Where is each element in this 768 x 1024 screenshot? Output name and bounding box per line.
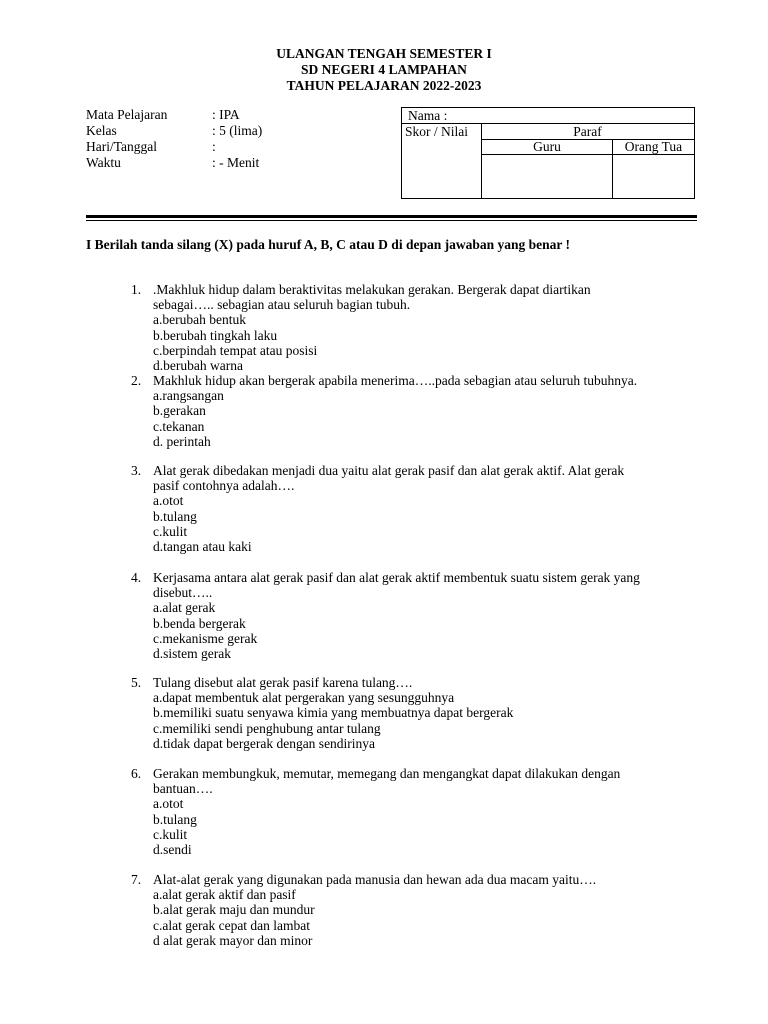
score-label: Skor / Nilai: [405, 124, 468, 139]
answer-option: b.benda bergerak: [153, 615, 246, 631]
info-value: :: [212, 139, 216, 154]
question-text: sebagai….. sebagian atau seluruh bagian tubuh.: [153, 297, 411, 313]
question-number: 3.: [131, 463, 142, 478]
question-number: 2.: [131, 373, 142, 388]
answer-option: a.alat gerak aktif dan pasif: [153, 887, 296, 903]
question-text: Tulang disebut alat gerak pasif karena tulang….: [153, 675, 413, 690]
answer-option: d.tangan atau kaki: [153, 539, 252, 555]
question-body: [153, 872, 703, 948]
question-number: 5.: [131, 675, 142, 690]
answer-option: a.dapat membentuk alat pergerakan yang sesungguhnya: [153, 690, 455, 706]
question-body: [153, 373, 703, 449]
answer-option: b.gerakan: [153, 403, 206, 419]
instruction: I Berilah tanda silang (X) pada huruf A, B, C atau D di depan jawaban yang benar !: [86, 237, 570, 252]
answer-option: a.berubah bentuk: [153, 312, 246, 328]
answer-option: a.rangsangan: [153, 388, 224, 404]
info-label: Kelas: [86, 123, 117, 138]
info-label: Waktu: [86, 155, 121, 170]
teacher-label: Guru: [533, 139, 561, 154]
answer-option: a.otot: [153, 796, 184, 812]
answer-option: d.sistem gerak: [153, 646, 231, 662]
answer-option: d.tidak dapat bergerak dengan sendirinya: [153, 735, 376, 751]
question-text: Kerjasama antara alat gerak pasif dan alat gerak aktif membentuk suatu sistem gerak yang: [153, 570, 640, 585]
exam-title: ULANGAN TENGAH SEMESTER I: [276, 46, 492, 61]
question-body: [153, 570, 703, 661]
divider: [481, 154, 694, 155]
question-text: Makhluk hidup akan bergerak apabila menerima…..pada sebagian atau seluruh tubuhnya.: [153, 373, 638, 388]
answer-option: b.tulang: [153, 811, 197, 827]
question-number: 6.: [131, 766, 142, 781]
answer-option: c.alat gerak cepat dan lambat: [153, 917, 311, 933]
answer-option: c.kulit: [153, 826, 188, 842]
answer-option: b.berubah tingkah laku: [153, 327, 278, 343]
score-box: [401, 107, 695, 199]
school-name: SD NEGERI 4 LAMPAHAN: [301, 62, 467, 77]
academic-year: TAHUN PELAJARAN 2022-2023: [286, 78, 482, 93]
question-text: pasif contohnya adalah….: [153, 478, 295, 494]
question-body: [153, 675, 703, 751]
question-text: disebut…..: [153, 585, 213, 601]
answer-option: d.berubah warna: [153, 358, 243, 374]
answer-option: d alat gerak mayor dan minor: [153, 932, 313, 948]
divider: [402, 139, 481, 140]
answer-option: a.otot: [153, 493, 184, 509]
signature-label: Paraf: [573, 124, 602, 139]
parent-label: Orang Tua: [624, 139, 683, 154]
info-label: Hari/Tanggal: [86, 139, 158, 154]
answer-option: c.kulit: [153, 523, 188, 539]
answer-option: d. perintah: [153, 433, 211, 449]
divider-thin: [86, 220, 697, 221]
info-label: Mata Pelajaran: [86, 107, 168, 122]
answer-option: d.sendi: [153, 842, 192, 858]
answer-option: c.mekanisme gerak: [153, 630, 258, 646]
question-text: bantuan….: [153, 781, 213, 797]
info-value: : IPA: [212, 107, 240, 122]
question-text: Alat gerak dibedakan menjadi dua yaitu alat gerak pasif dan alat gerak aktif. Alat gerak: [153, 463, 625, 478]
question-text: Alat-alat gerak yang digunakan pada manusia dan hewan ada dua macam yaitu….: [153, 872, 597, 887]
question-number: 7.: [131, 872, 142, 887]
divider-thick: [86, 215, 697, 218]
info-value: : 5 (lima): [212, 123, 263, 138]
answer-option: c.tekanan: [153, 418, 205, 434]
answer-option: a.alat gerak: [153, 600, 216, 616]
question-body: [153, 282, 703, 373]
question-body: [153, 463, 703, 554]
name-label: Nama :: [408, 108, 448, 123]
question-text: Gerakan membungkuk, memutar, memegang dan mengangkat dapat dilakukan dengan: [153, 766, 621, 781]
answer-option: c.berpindah tempat atau posisi: [153, 342, 318, 358]
answer-option: b.memiliki suatu senyawa kimia yang membuatnya dapat bergerak: [153, 705, 514, 721]
question-number: 4.: [131, 570, 142, 585]
question-body: [153, 766, 703, 857]
question-number: 1.: [131, 282, 142, 297]
answer-option: b.tulang: [153, 508, 197, 524]
question-text: .Makhluk hidup dalam beraktivitas melakukan gerakan. Bergerak dapat diartikan: [153, 282, 591, 297]
info-value: : - Menit: [212, 155, 260, 170]
answer-option: b.alat gerak maju dan mundur: [153, 902, 315, 918]
answer-option: c.memiliki sendi penghubung antar tulang: [153, 720, 381, 736]
